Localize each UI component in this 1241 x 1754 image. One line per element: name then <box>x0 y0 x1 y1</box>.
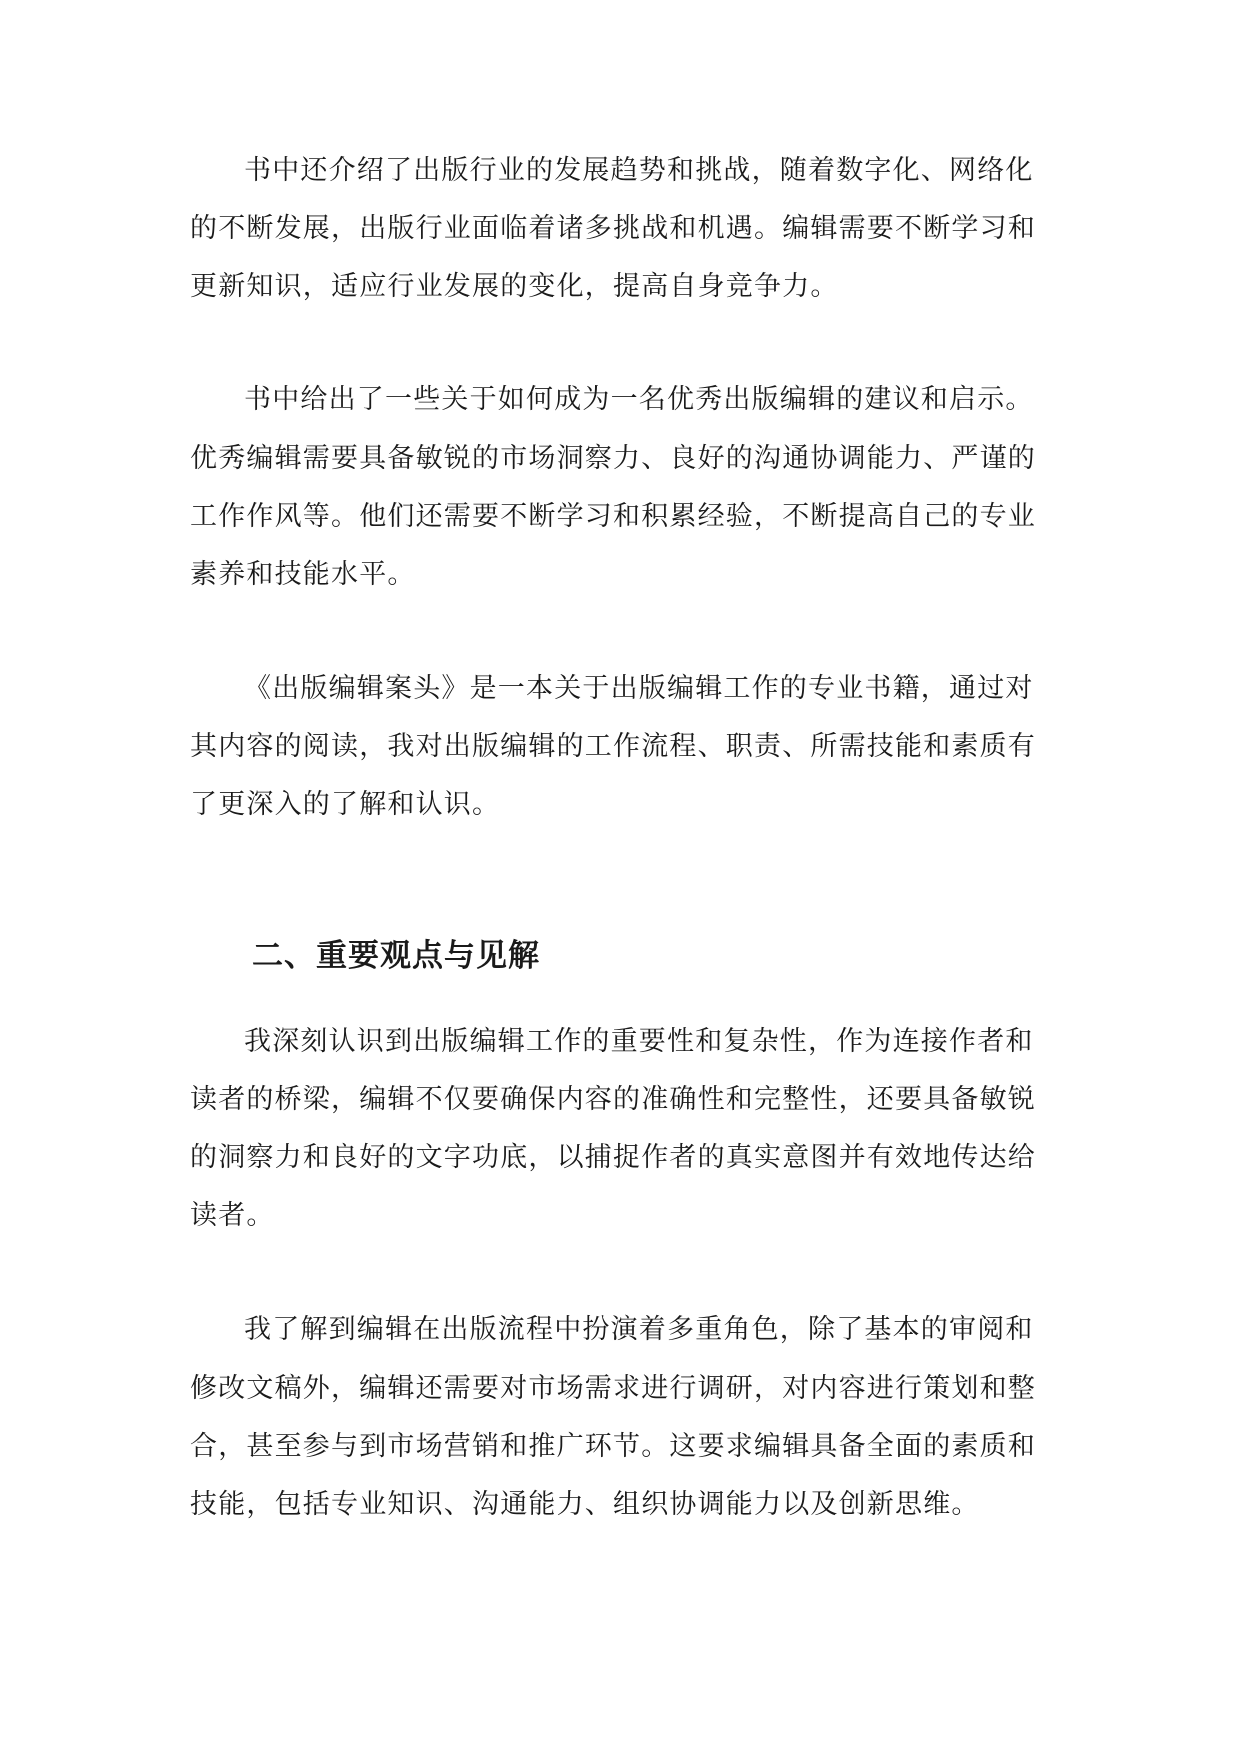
paragraph-3-line-3: 了更深入的了解和认识。 <box>190 789 501 820</box>
paragraph-2-line-4: 素养和技能水平。 <box>190 559 416 590</box>
paragraph-4-line-3: 的洞察力和良好的文字功底，以捕捉作者的真实意图并有效地传达给 <box>190 1142 1036 1173</box>
paragraph-5-line-3: 合，甚至参与到市场营销和推广环节。这要求编辑具备全面的素质和 <box>190 1431 1036 1462</box>
paragraph-4-line-1: 我深刻认识到出版编辑工作的重要性和复杂性，作为连接作者和 <box>244 1026 1034 1057</box>
paragraph-1-line-2: 的不断发展，出版行业面临着诸多挑战和机遇。编辑需要不断学习和 <box>190 213 1036 244</box>
paragraph-3-line-1: 《出版编辑案头》是一本关于出版编辑工作的专业书籍，通过对 <box>244 673 1034 704</box>
paragraph-4-line-2: 读者的桥梁，编辑不仅要确保内容的准确性和完整性，还要具备敏锐 <box>190 1084 1036 1115</box>
paragraph-5-line-1: 我了解到编辑在出版流程中扮演着多重角色，除了基本的审阅和 <box>244 1314 1034 1345</box>
paragraph-5-line-4: 技能，包括专业知识、沟通能力、组织协调能力以及创新思维。 <box>190 1489 980 1520</box>
paragraph-3-line-2: 其内容的阅读，我对出版编辑的工作流程、职责、所需技能和素质有 <box>190 731 1036 762</box>
paragraph-2-line-3: 工作作风等。他们还需要不断学习和积累经验，不断提高自己的专业 <box>190 501 1036 532</box>
paragraph-1-line-1: 书中还介绍了出版行业的发展趋势和挑战，随着数字化、网络化 <box>244 155 1034 186</box>
paragraph-1-line-3: 更新知识，适应行业发展的变化，提高自身竞争力。 <box>190 271 839 302</box>
section-heading: 二、重要观点与见解 <box>252 938 540 974</box>
paragraph-5-line-2: 修改文稿外，编辑还需要对市场需求进行调研，对内容进行策划和整 <box>190 1373 1036 1404</box>
paragraph-4-line-4: 读者。 <box>190 1200 275 1231</box>
paragraph-2-line-1: 书中给出了一些关于如何成为一名优秀出版编辑的建议和启示。 <box>244 384 1034 415</box>
paragraph-2-line-2: 优秀编辑需要具备敏锐的市场洞察力、良好的沟通协调能力、严谨的 <box>190 443 1036 474</box>
